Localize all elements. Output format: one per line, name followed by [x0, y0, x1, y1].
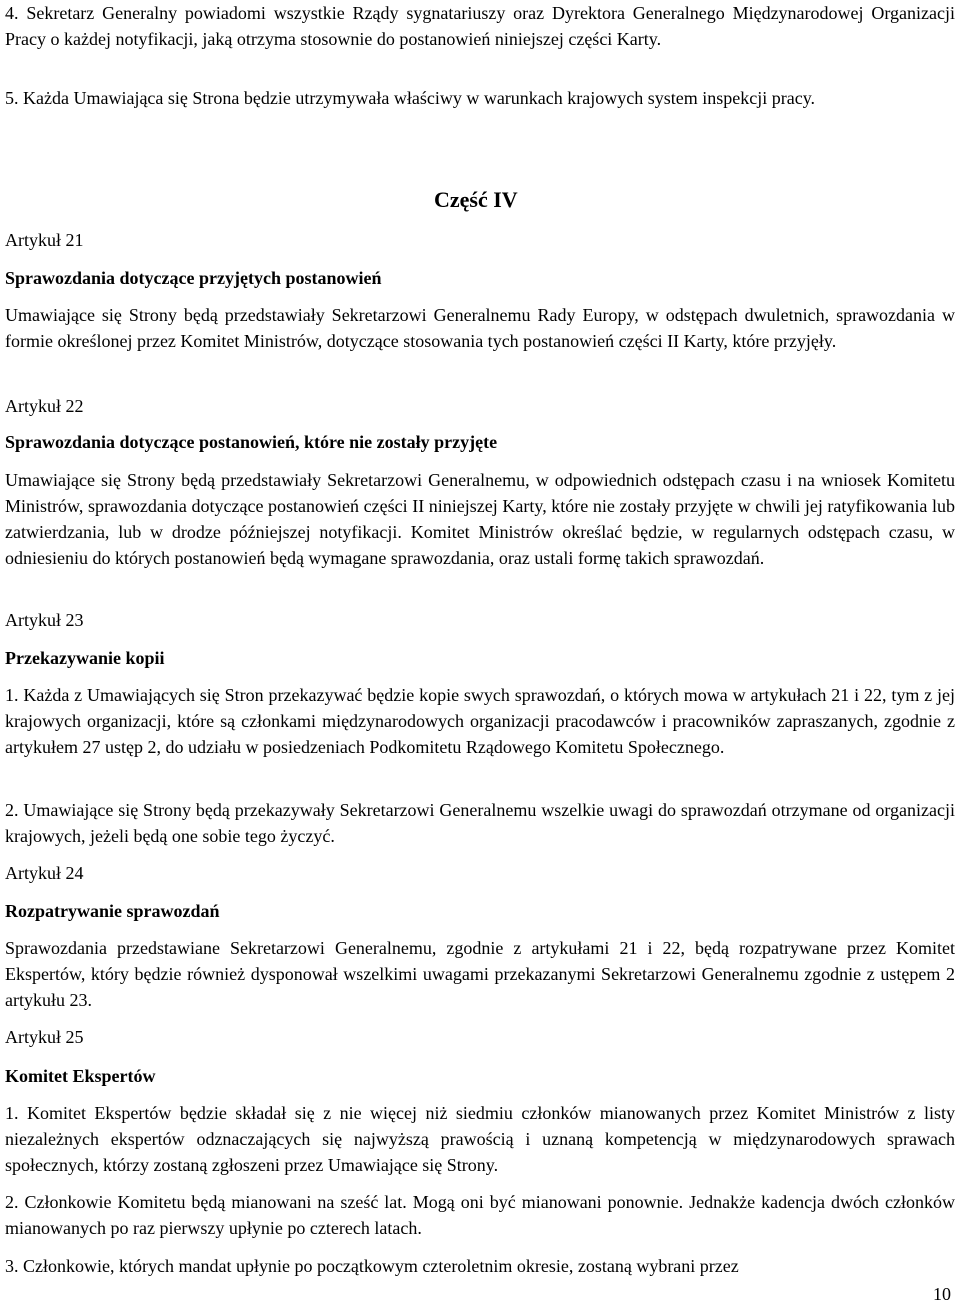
article-21-text: Umawiające się Strony będą przedstawiały Sekretarzowi Generalnemu Rady Europy, w odstępach dwuletnich, sprawozdania w formie określonej przez Komitet Ministrów, dotyczące stosowania tych postanowień części II Karty, które przyjęły.	[5, 305, 955, 351]
article-23-paragraph-2: 2. Umawiające się Strony będą przekazywały Sekretarzowi Generalnemu wszelkie uwagi do sprawozdań otrzymane od organizacji krajowych, jeżeli będą one sobie tego życzyć.	[5, 800, 955, 846]
article-24-title: Rozpatrywanie sprawozdań	[5, 901, 220, 921]
article-24-text: Sprawozdania przedstawiane Sekretarzowi Generalnemu, zgodnie z artykułami 21 i 22, będą rozpatrywane przez Komitet Ekspertów, który będzie również dysponował wszelkimi uwagami przekazanymi Sekretarzowi Generalnemu zgodnie z ustępem 2 artykułu 23.	[5, 938, 955, 1010]
paragraph-4: 4. Sekretarz Generalny powiadomi wszystkie Rządy sygnatariuszy oraz Dyrektora Generalnego Międzynarodowej Organizacji Pracy o każdej notyfikacji, jaką otrzyma stosownie do postanowień niniejszej części Karty.	[5, 3, 955, 49]
document-page	[5, 0, 955, 1306]
article-23-paragraph-1: 1. Każda z Umawiających się Stron przekazywać będzie kopie swych sprawozdań, o których mowa w artykułach 21 i 22, tym z jej krajowych organizacji, które są członkami międzynarodowych organizacji pracodawców i pracowników zapraszanych, zgodnie z artykułem 27 ustęp 2, do udziału w posiedzeniach Podkomitetu Rządowego Komitetu Społecznego.	[5, 685, 955, 757]
article-25-paragraph-1: 1. Komitet Ekspertów będzie składał się z nie więcej niż siedmiu członków mianowanych przez Komitet Ministrów z listy niezależnych ekspertów odznaczających się najwyższą prawością i uznaną kompetencją w międzynarodowych sprawach społecznych, którzy zostaną zgłoszeni przez Umawiające się Strony.	[5, 1103, 955, 1175]
article-25-label: Artykuł 25	[5, 1027, 84, 1047]
article-22-title: Sprawozdania dotyczące postanowień, które nie zostały przyjęte	[5, 432, 498, 452]
part-title: Część IV	[434, 187, 518, 212]
article-25-title: Komitet Ekspertów	[5, 1066, 156, 1086]
page-number: 10	[933, 1284, 951, 1304]
article-25-paragraph-3: 3. Członkowie, których mandat upłynie po początkowym czteroletnim okresie, zostaną wybrani przez	[5, 1256, 739, 1276]
article-23-label: Artykuł 23	[5, 610, 84, 630]
article-22-text: Umawiające się Strony będą przedstawiały Sekretarzowi Generalnemu, w odpowiednich odstępach czasu i na wniosek Komitetu Ministrów, sprawozdania dotyczące postanowień części II niniejszej Karty, które nie zostały przyjęte w chwili jej ratyfikowania lub zatwierdzania, lub w drodze późniejszej notyfikacji. Komitet Ministrów określać będzie, w regularnych odstępach czasu, w odniesieniu do których postanowień będą wymagane sprawozdania, oraz ustali formę takich sprawozdań.	[5, 470, 955, 568]
article-23-title: Przekazywanie kopii	[5, 648, 165, 668]
article-21-label: Artykuł 21	[5, 230, 84, 250]
paragraph-5: 5. Każda Umawiająca się Strona będzie utrzymywała właściwy w warunkach krajowych system inspekcji pracy.	[5, 88, 816, 108]
article-24-label: Artykuł 24	[5, 863, 84, 883]
article-22-label: Artykuł 22	[5, 396, 84, 416]
article-25-paragraph-2: 2. Członkowie Komitetu będą mianowani na sześć lat. Mogą oni być mianowani ponownie. Jednakże kadencja dwóch członków mianowanych po raz pierwszy upłynie po czterech latach.	[5, 1192, 955, 1238]
article-21-title: Sprawozdania dotyczące przyjętych postanowień	[5, 268, 382, 288]
